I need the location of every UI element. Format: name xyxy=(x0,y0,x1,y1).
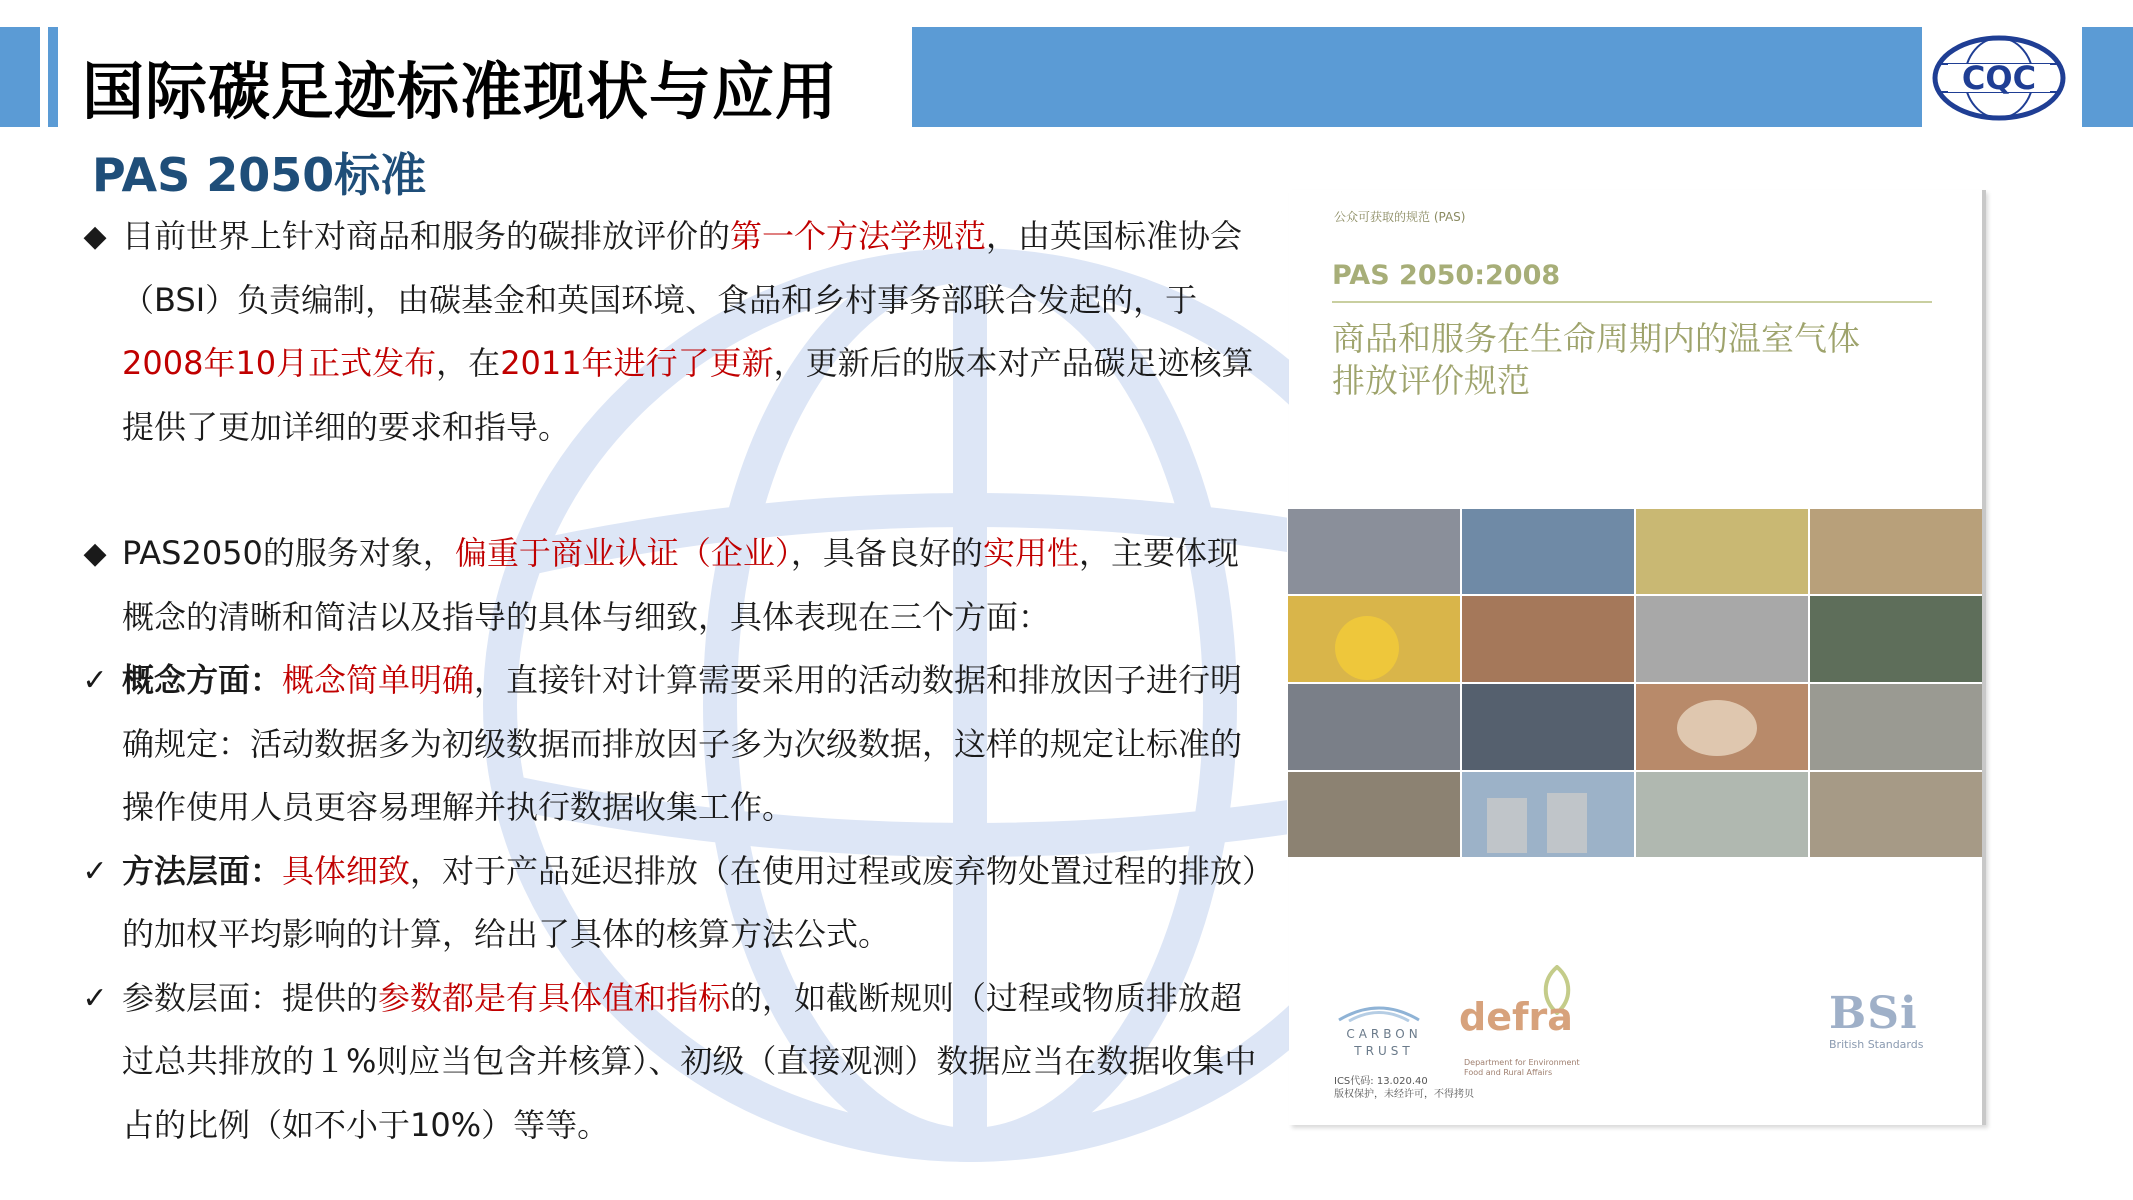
check-bullet-icon: ✓ xyxy=(82,853,108,889)
pas2050-cover-image xyxy=(1289,190,1985,1125)
diamond-bullet-icon: ◆ xyxy=(83,219,107,254)
text-segment: 目前世界上针对商品和服务的碳排放评价的 xyxy=(122,217,731,255)
bsi-subtitle: British Standards xyxy=(1829,1038,1924,1051)
bold-label: 概念方面： xyxy=(122,661,283,699)
carbon-trust-arc-icon xyxy=(1334,1000,1424,1022)
cover-title: 商品和服务在生命周期内的温室气体排放评价规范 xyxy=(1332,319,1860,400)
copyright-text: 版权保护，未经许可，不得拷贝 xyxy=(1334,1089,1474,1100)
paragraph-text xyxy=(122,967,1270,1158)
ics-code-text: ICS代码: 13.020.40 xyxy=(1334,1076,1428,1087)
bold-label: 方法层面： xyxy=(122,851,283,890)
cover-series-label: 公众可获取的规范 (PAS) xyxy=(1334,210,1466,224)
text-segment: 的，如截断规则（过程或物质排放超过总共排放的１%则应当包含并核算）、初级（直接观测）数据应当在数据收集中占的比例（如不小于10%）等等。 xyxy=(122,978,1257,1144)
defra-wordmark: defra xyxy=(1459,995,1573,1039)
check-bullet-icon: ✓ xyxy=(82,663,108,698)
paragraph-text xyxy=(122,522,1270,649)
header-bar-far-right xyxy=(2082,27,2133,127)
text-segment: ，对于产品延迟排放（在使用过程或废弃物处置过程的排放）的加权平均影响的计算，给出了具体的核算方法公式。 xyxy=(122,851,1259,953)
text-segment: 参数层面：提供的 xyxy=(122,978,379,1017)
carbon-trust-line2: TRUST xyxy=(1354,1044,1414,1058)
carbon-trust-logo xyxy=(1334,1000,1434,1060)
highlight-text: 概念简单明确 xyxy=(282,661,475,699)
text-segment: ，在 xyxy=(436,344,501,382)
cover-photo-collage xyxy=(1287,508,1983,858)
highlight-text: 具体细致 xyxy=(282,851,411,890)
header-bar-right xyxy=(912,27,1922,127)
paragraph-text xyxy=(122,205,1270,459)
text-segment: ，由英国标准协会（BSI）负责编制，由碳基金和英国环境、食品和乡村事务部联合发起的，于 xyxy=(122,217,1243,319)
diamond-bullet-icon: ◆ xyxy=(83,536,107,571)
header-bar-left-accent xyxy=(48,27,58,127)
text-segment: PAS2050的服务对象， xyxy=(122,534,455,572)
paragraph-3 xyxy=(70,649,1270,840)
cqc-logo-icon xyxy=(1926,30,2072,126)
cqc-logo-text: CQC xyxy=(1961,59,2037,97)
highlight-text: 偏重于商业认证（企业） xyxy=(454,534,791,572)
text-segment: ，主要体现概念的清晰和简洁以及指导的具体与细致，具体表现在三个方面： xyxy=(122,534,1239,636)
ics-code xyxy=(1334,1075,1474,1101)
paragraph-text xyxy=(122,649,1270,840)
paragraph-text xyxy=(122,840,1270,967)
bsi-wordmark: BSi xyxy=(1829,988,1918,1039)
paragraph-1 xyxy=(70,205,1270,459)
paragraph-4 xyxy=(70,840,1270,967)
text-segment: ，更新后的版本对产品碳足迹核算提供了更加详细的要求和指导。 xyxy=(122,344,1254,446)
highlight-text: 第一个方法学规范 xyxy=(730,217,987,255)
highlight-text: 2011年进行了更新 xyxy=(500,344,774,382)
paragraph-5 xyxy=(70,967,1270,1158)
cover-divider xyxy=(1332,301,1932,303)
highlight-text: 参数都是有具体值和指标 xyxy=(378,978,731,1017)
header-bar-left xyxy=(0,27,40,127)
text-segment: ，直接针对计算需要采用的活动数据和排放因子进行明确规定：活动数据多为初级数据而排放因子多为次级数据，这样的规定让标准的操作使用人员更容易理解并执行数据收集工作。 xyxy=(122,661,1243,826)
section-subtitle: PAS 2050标准 xyxy=(92,148,427,202)
paragraph-2 xyxy=(70,522,1270,649)
cover-standard-code: PAS 2050:2008 xyxy=(1332,260,1561,291)
cqc-logo xyxy=(1926,30,2072,126)
check-bullet-icon: ✓ xyxy=(82,980,108,1016)
text-segment: ，具备良好的 xyxy=(790,534,983,572)
defra-subtitle: Department for Environment Food and Rural Affairs xyxy=(1464,1058,1580,1077)
highlight-text: 实用性 xyxy=(982,534,1079,572)
highlight-text: 2008年10月正式发布 xyxy=(122,344,437,382)
carbon-trust-line1: CARBON xyxy=(1346,1027,1422,1041)
page-title: 国际碳足迹标准现状与应用 xyxy=(82,55,839,128)
cover-edge xyxy=(1982,190,1986,1125)
bsi-logo xyxy=(1829,990,1939,1051)
body-text xyxy=(70,205,1270,1157)
